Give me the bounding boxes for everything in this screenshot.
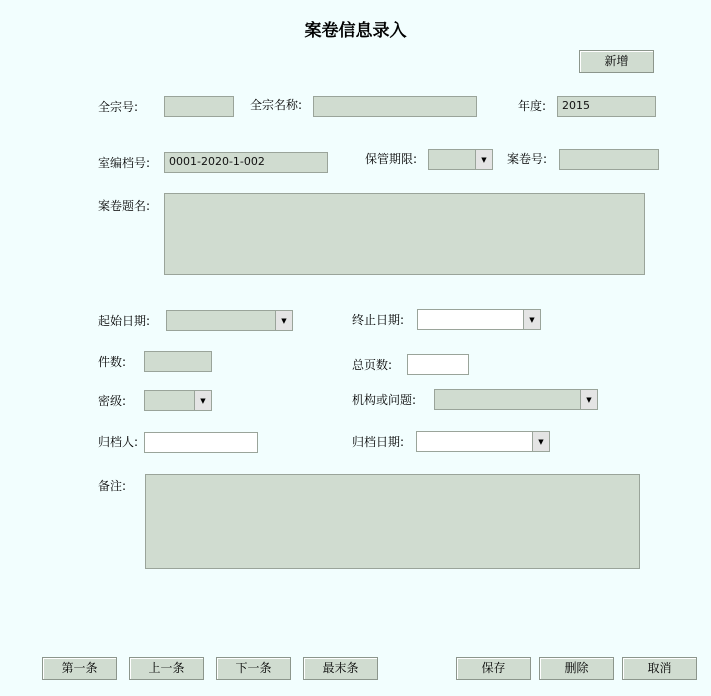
chevron-down-icon[interactable]: ▼ bbox=[580, 390, 597, 409]
item-count-field[interactable] bbox=[144, 351, 212, 372]
file-title-label: 案卷题名: bbox=[98, 199, 151, 213]
chevron-down-icon[interactable]: ▼ bbox=[523, 310, 540, 329]
archive-date-label: 归档日期: bbox=[352, 435, 405, 449]
retention-select[interactable] bbox=[428, 149, 493, 170]
security-label: 密级: bbox=[98, 394, 127, 408]
chevron-down-icon[interactable]: ▼ bbox=[275, 311, 292, 330]
end-date-label: 终止日期: bbox=[352, 313, 405, 327]
start-date-picker[interactable] bbox=[166, 310, 293, 331]
archiver-field[interactable] bbox=[144, 432, 258, 453]
security-select[interactable] bbox=[144, 390, 212, 411]
org-issue-select[interactable] bbox=[434, 389, 598, 410]
room-no-label: 室编档号: bbox=[98, 156, 151, 170]
fonds-name-label: 全宗名称: bbox=[250, 98, 303, 112]
add-button[interactable]: 新增 bbox=[579, 50, 654, 73]
fonds-no-label: 全宗号: bbox=[98, 100, 139, 114]
fonds-name-field[interactable] bbox=[313, 96, 477, 117]
next-record-button[interactable]: 下一条 bbox=[216, 657, 291, 680]
file-title-textarea[interactable] bbox=[164, 193, 645, 275]
remarks-label: 备注: bbox=[98, 479, 127, 493]
last-record-button[interactable]: 最末条 bbox=[303, 657, 378, 680]
room-no-field[interactable]: 0001-2020-1-002 bbox=[164, 152, 328, 173]
end-date-picker[interactable] bbox=[417, 309, 541, 330]
remarks-textarea[interactable] bbox=[145, 474, 640, 569]
org-issue-label: 机构或问题: bbox=[352, 393, 417, 407]
save-button[interactable]: 保存 bbox=[456, 657, 531, 680]
delete-button[interactable]: 删除 bbox=[539, 657, 614, 680]
retention-label: 保管期限: bbox=[365, 152, 418, 166]
archive-date-picker[interactable] bbox=[416, 431, 550, 452]
chevron-down-icon[interactable]: ▼ bbox=[194, 391, 211, 410]
start-date-label: 起始日期: bbox=[98, 314, 151, 328]
archiver-label: 归档人: bbox=[98, 435, 139, 449]
year-label: 年度: bbox=[518, 99, 547, 113]
file-no-label: 案卷号: bbox=[507, 152, 548, 166]
total-pages-label: 总页数: bbox=[352, 358, 393, 372]
page-title: 案卷信息录入 bbox=[304, 21, 407, 41]
total-pages-field[interactable] bbox=[407, 354, 469, 375]
previous-record-button[interactable]: 上一条 bbox=[129, 657, 204, 680]
fonds-no-field[interactable] bbox=[164, 96, 234, 117]
chevron-down-icon[interactable]: ▼ bbox=[475, 150, 492, 169]
item-count-label: 件数: bbox=[98, 355, 127, 369]
chevron-down-icon[interactable]: ▼ bbox=[532, 432, 549, 451]
file-no-field[interactable] bbox=[559, 149, 659, 170]
cancel-button[interactable]: 取消 bbox=[622, 657, 697, 680]
year-field[interactable]: 2015 bbox=[557, 96, 656, 117]
first-record-button[interactable]: 第一条 bbox=[42, 657, 117, 680]
